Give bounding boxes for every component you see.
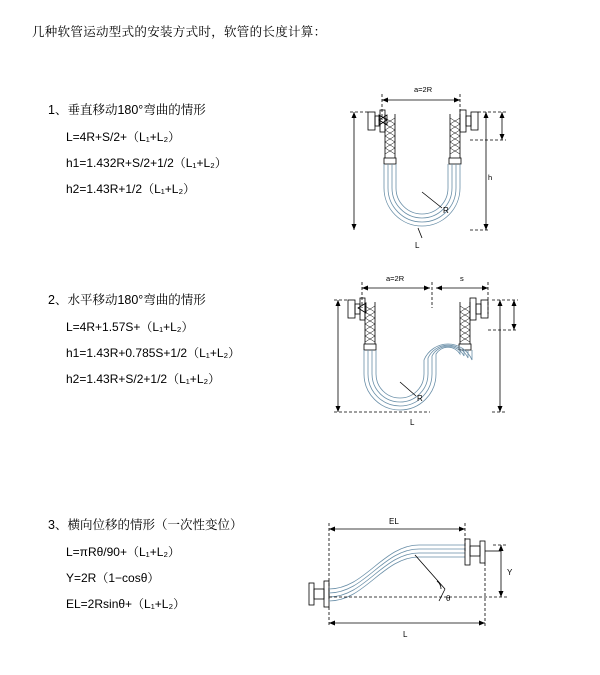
figure-horizontal-180-svg [310, 270, 540, 450]
section-2-figure [310, 270, 540, 455]
fig1-right-dim: h [488, 173, 493, 182]
section-1-title: 1、垂直移动180°弯曲的情形 [48, 103, 206, 117]
section-2-formula-1: L=4R+1.57S+（L₁+L₂） [66, 320, 194, 334]
section-3-text [48, 515, 308, 621]
fig3-side-dim: Y [507, 568, 513, 577]
section-1-figure [310, 80, 530, 275]
section-3-formula-2: Y=2R（1−cosθ） [66, 571, 160, 585]
section-3-title: 3、横向位移的情形（一次性变位） [48, 518, 243, 532]
section-3-formula-1: L=πRθ/90+（L₁+L₂） [66, 545, 181, 559]
section-3-figure [295, 515, 535, 660]
intro-text: 几种软管运动型式的安装方式时，软管的长度计算： [32, 25, 327, 39]
figure-lateral-offset-svg [295, 515, 535, 655]
section-1-formula-1: L=4R+S/2+（L₁+L₂） [66, 130, 181, 144]
section-2-text [48, 290, 308, 396]
fig2-top-dim-2: s [460, 274, 464, 283]
fig3-angle-label: θ [446, 594, 451, 603]
fig1-top-dim: a=2R [414, 85, 433, 94]
section-1-formula-3: h2=1.43R+1/2（L₁+L₂） [66, 182, 196, 196]
section-2-formula-3: h2=1.43R+S/2+1/2（L₁+L₂） [66, 372, 221, 386]
fig2-bottom-dim: L [410, 418, 415, 427]
section-3-formula-3: EL=2Rsinθ+（L₁+L₂） [66, 597, 186, 611]
fig2-top-dim: a=2R [386, 274, 405, 283]
fig3-bottom-dim: L [403, 630, 408, 639]
section-2-formula-2: h1=1.43R+0.785S+1/2（L₁+L₂） [66, 346, 241, 360]
svg-text:R: R [417, 394, 423, 403]
fig3-top-dim: EL [389, 517, 399, 526]
svg-text:R: R [443, 206, 449, 215]
fig1-bottom-dim: L [415, 241, 420, 250]
figure-vertical-180-svg [310, 80, 530, 270]
section-1-formula-2: h1=1.432R+S/2+1/2（L₁+L₂） [66, 156, 227, 170]
section-2-title: 2、水平移动180°弯曲的情形 [48, 293, 206, 307]
section-1-text [48, 100, 308, 206]
